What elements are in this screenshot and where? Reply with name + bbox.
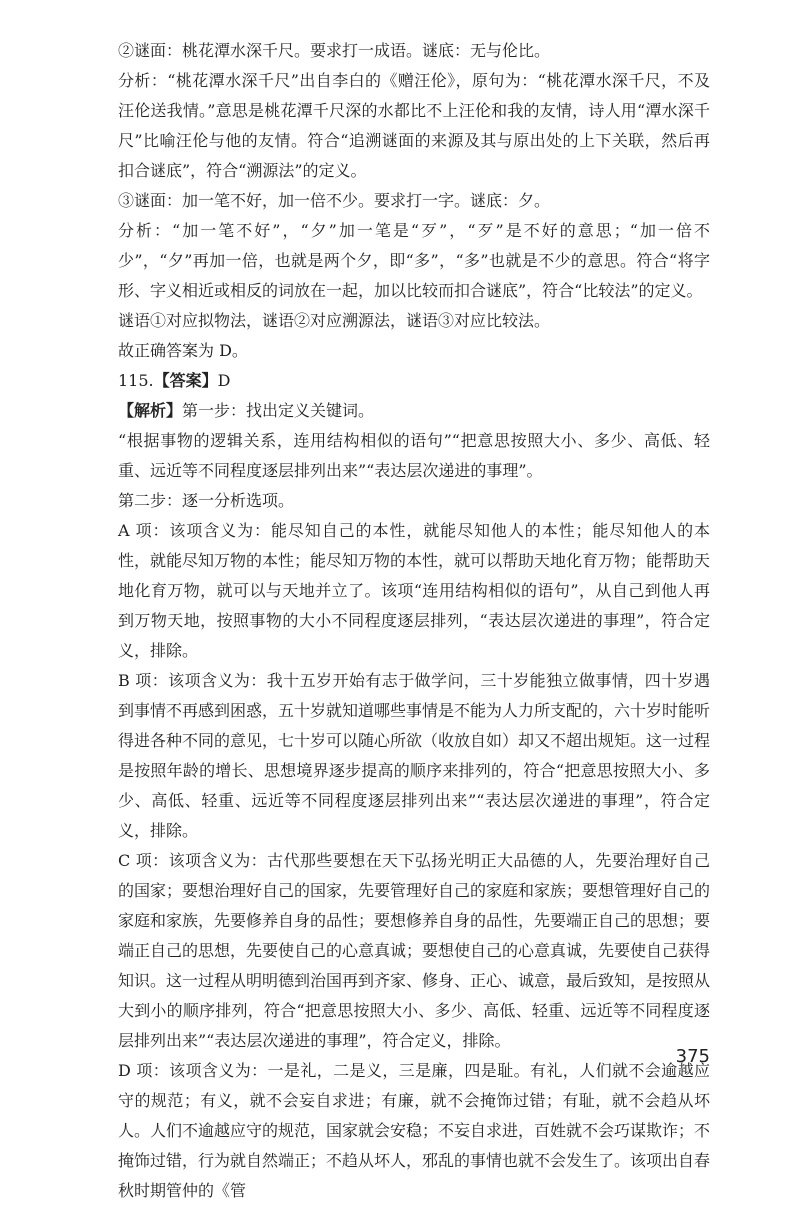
riddle-2-paragraph: ②谜面：桃花潭水深千尺。要求打一成语。谜底：无与伦比。 [118,41,551,60]
option-c-paragraph: C 项：该项含义为：古代那些要想在天下弘扬光明正大品德的人，先要治理好自己的国家；要想治理好自己的国家，先要管理好自己的家庭和家族；要想管理好自己的家庭和家族，先要修养自身的品性；要想修养自身的品性，先要端正自己的思想；要端正自己的思想，先要使自己的心意真诚；要想使自己的心意真诚，先要使自己获得知识。这一过程从明明德到治国再到齐家、修身、正心、诚意，最后致知，是按照从大到小的顺序排列，符合“把意思按照大小、多少、高低、轻重、远近等不同程度逐层排列出来”“表达层次递进的事理”，符合定义，排除。 [118,851,711,1050]
riddle-2-analysis-paragraph: 分析：“桃花潭水深千尺”出自李白的《赠汪伦》，原句为：“桃花潭水深千尺，不及汪伦送我情。”意思是桃花潭千尺深的水都比不上汪伦和我的友情，诗人用“潭水深千尺”比喻汪伦与他的友情。符合“追溯谜面的来源及其与原出处的上下关联，然后再扣合谜底”，符合“溯源法”的定义。 [118,71,710,180]
analysis-heading [118,396,710,426]
answer-heading [118,366,710,396]
option-b-paragraph: B 项：该项含义为：我十五岁开始有志于做学问，三十岁能独立做事情，四十岁遇到事情不再感到困惑，五十岁就知道哪些事情是不能为人力所支配的，六十岁时能听得进各种不同的意见，七十岁可以随心所欲（收放自如）却又不超出规矩。这一过程是按照年龄的增长、思想境界逐步提高的顺序来排列的，符合“把意思按照大小、多少、高低、轻重、远近等不同程度逐层排列出来”“表达层次递进的事理”，符合定义，排除。 [118,671,711,840]
definition-keywords-paragraph: “根据事物的逻辑关系，连用结构相似的语句”“把意思按照大小、多少、高低、轻重、远近等不同程度逐层排列出来”“表达层次递进的事理”。 [118,431,710,480]
analysis-step-1: 第一步：找出定义关键词。 [182,401,375,420]
analysis-label: 【解析】 [118,401,183,420]
page-body [118,36,710,1206]
answer-label: 【答案】 [153,371,218,390]
step-2-paragraph: 第二步：逐一分析选项。 [118,491,295,510]
answer-value: D [217,371,231,390]
option-d-paragraph: D 项：该项含义为：一是礼，二是义，三是廉，四是耻。有礼，人们就不会逾越应守的规范；有义，就不会妄自求进；有廉，就不会掩饰过错；有耻，就不会趋从坏人。人们不逾越应守的规范，国家就会安稳；不妄自求进，百姓就不会巧谋欺诈；不掩饰过错，行为就自然端正；不趋从坏人，邪乱的事情也就不会发生了。该项出自春秋时期管仲的《管 [118,1061,711,1200]
page-number: 375 [675,1046,710,1067]
conclusion-paragraph: 故正确答案为 D。 [118,341,248,360]
riddle-3-analysis-paragraph: 分析：“加一笔不好”，“夕”加一笔是“歹”，“歹”是不好的意思；“加一倍不少”，“夕”再加一倍，也就是两个夕，即“多”，“多”也就是不少的意思。符合“将字形、字义相近或相反的词放在一起，加以比较而扣合谜底”，符合“比较法”的定义。 [118,221,710,300]
riddle-mapping-paragraph: 谜语①对应拟物法，谜语②对应溯源法，谜语③对应比较法。 [118,311,551,330]
riddle-3-paragraph: ③谜面：加一笔不好，加一倍不少。要求打一字。谜底：夕。 [118,191,551,210]
question-number: 115. [118,371,154,390]
option-a-paragraph: A 项：该项含义为：能尽知自己的本性，就能尽知他人的本性；能尽知他人的本性，就能尽知万物的本性；能尽知万物的本性，就可以帮助天地化育万物；能帮助天地化育万物，就可以与天地并立了。该项“连用结构相似的语句”，从自己到他人再到万物天地，按照事物的大小不同程度逐层排列，“表达层次递进的事理”，符合定义，排除。 [118,521,711,660]
